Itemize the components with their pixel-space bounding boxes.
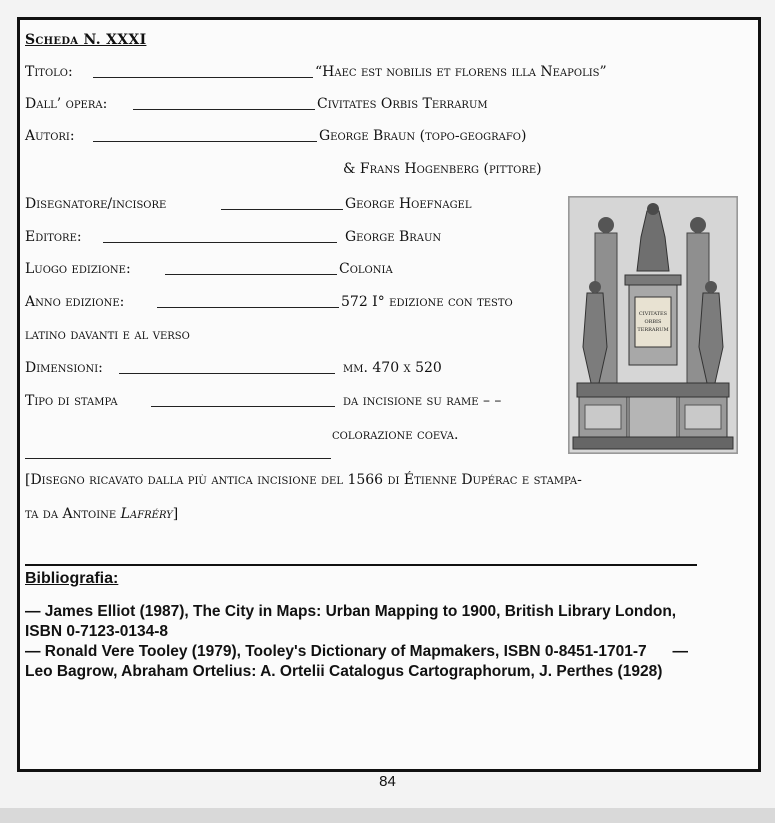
field-label: Anno edizione:	[25, 294, 125, 310]
fill-line	[221, 209, 343, 210]
field-label: Titolo:	[25, 64, 73, 80]
fill-line	[133, 109, 315, 110]
bibliography-entry-2-line-1: — Ronald Vere Tooley (1979), Tooley's Dictionary of Mapmakers, ISBN 0-8451-1701-7 —	[25, 643, 688, 660]
field-label: Autori:	[25, 128, 75, 144]
note-text: ]	[172, 506, 179, 522]
note-italic-name: Lafréry	[120, 506, 173, 522]
field-label: latino davanti e al verso	[25, 327, 190, 343]
field-publisher	[25, 229, 565, 249]
field-print-type	[25, 393, 565, 413]
field-value: George Braun (topo-geografo)	[319, 128, 527, 144]
note-text: ta da Antoine	[25, 506, 121, 522]
svg-text:TERRARUM: TERRARUM	[637, 327, 669, 333]
source-note-line-1: [Disegno ricavato dalla più antica incisione del 1566 di Étienne Dupérac e stampa-	[25, 472, 582, 488]
field-dimensions	[25, 360, 565, 380]
bibliography-entry-2-line-2: Leo Bagrow, Abraham Ortelius: A. Ortelii Catalogus Cartographorum, J. Perthes (1928)	[25, 663, 663, 680]
fill-line	[93, 141, 317, 142]
fill-line	[93, 77, 313, 78]
field-coloration: colorazione coeva.	[332, 427, 459, 443]
fill-line	[157, 307, 339, 308]
field-value: George Hoefnagel	[345, 196, 472, 212]
field-label: Dall’ opera:	[25, 96, 108, 112]
field-value: George Braun	[345, 229, 442, 245]
plate-text: CIVITATES	[638, 311, 668, 317]
bibliography-heading: Bibliografia:	[25, 570, 119, 587]
field-label: Tipo di stampa	[25, 393, 118, 409]
field-engraver	[25, 196, 565, 216]
field-year-continued	[25, 327, 565, 347]
engraving-illustration	[569, 197, 737, 453]
bibliography-entry-1-line-1: — James Elliot (1987), The City in Maps: Urban Mapping to 1900, British Library London,	[25, 603, 677, 620]
page-edge	[0, 808, 775, 823]
catalog-card	[17, 17, 761, 772]
field-label: Disegnatore/incisore	[25, 196, 167, 212]
source-note-line-2	[25, 506, 178, 522]
fill-line	[165, 274, 337, 275]
card-title: Scheda N. XXXI	[25, 32, 147, 48]
field-value: “Haec est nobilis et florens illa Neapolis”	[315, 64, 607, 80]
page-number: 84	[379, 773, 396, 790]
fill-line	[25, 458, 331, 459]
field-label: Dimensioni:	[25, 360, 103, 376]
field-work	[25, 96, 755, 116]
field-label: Editore:	[25, 229, 82, 245]
bibliography-entry-1-line-2: ISBN 0-7123-0134-8	[25, 623, 169, 640]
field-value: & Frans Hogenberg (pittore)	[343, 161, 542, 177]
field-title	[25, 64, 755, 84]
field-year	[25, 294, 565, 314]
field-value: Civitates Orbis Terrarum	[317, 96, 488, 112]
fill-line	[103, 242, 337, 243]
title-page-engraving-image	[568, 196, 738, 454]
field-value: da incisione su rame – –	[343, 393, 502, 409]
field-value: Colonia	[339, 261, 393, 277]
field-place	[25, 261, 565, 281]
separator-line	[25, 564, 697, 566]
field-label: Luogo edizione:	[25, 261, 131, 277]
field-value: 572 I° edizione con testo	[341, 294, 513, 310]
fill-line	[151, 406, 335, 407]
svg-text:ORBIS: ORBIS	[644, 319, 662, 325]
fill-line	[119, 373, 335, 374]
field-value: mm. 470 x 520	[343, 360, 442, 376]
field-authors-continued	[25, 161, 755, 181]
field-authors	[25, 128, 755, 148]
